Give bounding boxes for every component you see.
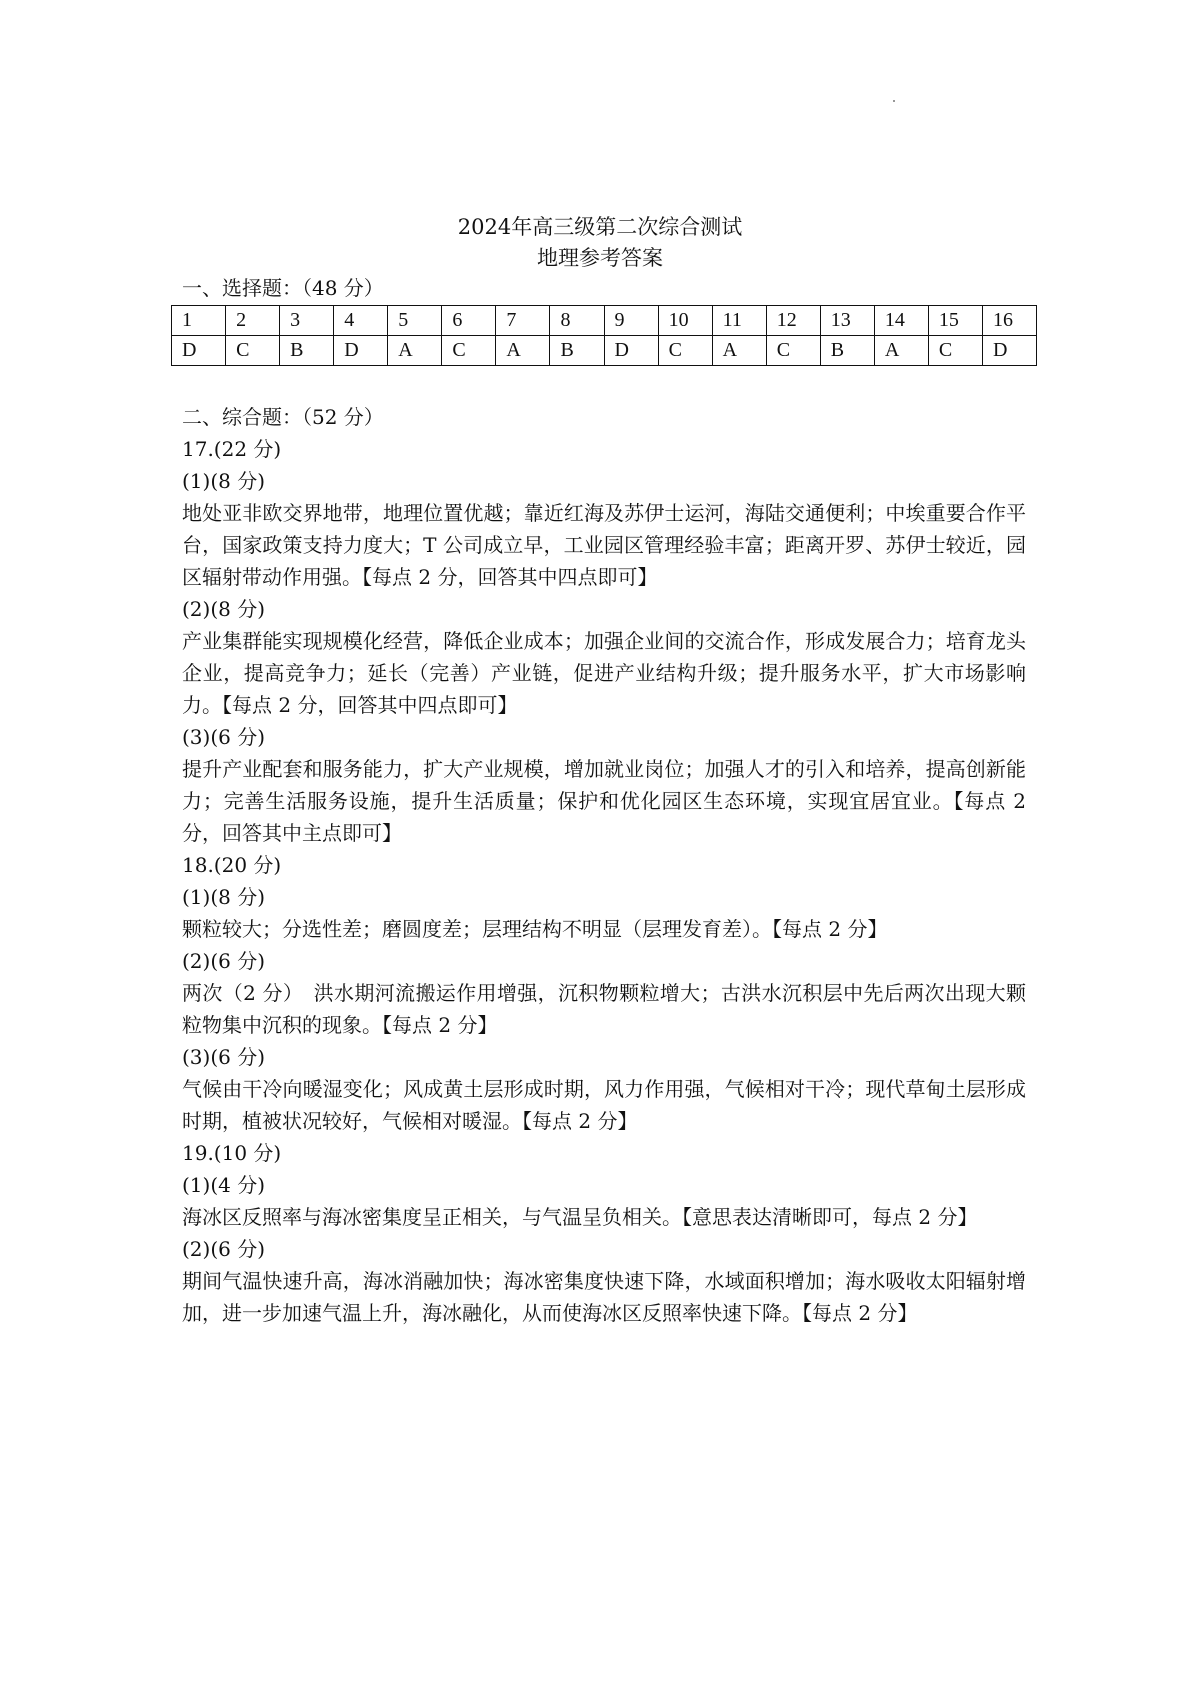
scan-dot — [893, 100, 895, 102]
answer-cell: C — [442, 336, 496, 366]
question-number-cell: 1 — [172, 306, 226, 336]
q18-label: 18.(20 分) — [182, 853, 282, 877]
section-2-heading: 二、综合题：（52 分） — [182, 405, 384, 429]
page-subtitle: 地理参考答案 — [537, 246, 663, 270]
section-1-heading: 一、选择题：（48 分） — [182, 276, 384, 300]
question-number-cell: 16 — [982, 306, 1036, 336]
question-number-cell: 13 — [820, 306, 874, 336]
answer-cell: D — [334, 336, 388, 366]
answer-cell: D — [172, 336, 226, 366]
answer-cell: C — [928, 336, 982, 366]
question-number-cell: 2 — [226, 306, 280, 336]
q17-part1-answer: 地处亚非欧交界地带，地理位置优越；靠近红海及苏伊士运河，海陆交通便利；中埃重要合作平台，国家政策支持力度大；T 公司成立早，工业园区管理经验丰富；距离开罗、苏伊士较近，园区辐射带动作用强。【每点 2 分，回答其中四点即可】 — [182, 501, 1026, 589]
answer-row — [172, 336, 1037, 366]
q19-part2-label: (2)(6 分) — [182, 1237, 266, 1261]
answer-cell: B — [550, 336, 604, 366]
q18-part2-answer: 两次（2 分） 洪水期河流搬运作用增强，沉积物颗粒增大；古洪水沉积层中先后两次出现大颗粒物集中沉积的现象。【每点 2 分】 — [182, 981, 1026, 1037]
q18-part1-answer: 颗粒较大；分选性差；磨圆度差；层理结构不明显（层理发育差）。【每点 2 分】 — [182, 917, 888, 941]
answer-cell: D — [982, 336, 1036, 366]
question-number-cell: 5 — [388, 306, 442, 336]
q18-part2-label: (2)(6 分) — [182, 949, 266, 973]
question-number-row — [172, 306, 1037, 336]
q18-part3-label: (3)(6 分) — [182, 1045, 266, 1069]
answer-cell: A — [496, 336, 550, 366]
answer-cell: A — [388, 336, 442, 366]
question-number-cell: 8 — [550, 306, 604, 336]
q17-label: 17.(22 分) — [182, 437, 282, 461]
answer-cell: B — [820, 336, 874, 366]
answer-cell: A — [874, 336, 928, 366]
question-number-cell: 12 — [766, 306, 820, 336]
q19-part1-answer: 海冰区反照率与海冰密集度呈正相关，与气温呈负相关。【意思表达清晰即可，每点 2 分】 — [182, 1205, 978, 1229]
q19-part1-label: (1)(4 分) — [182, 1173, 266, 1197]
answer-table — [171, 305, 1037, 366]
q19-label: 19.(10 分) — [182, 1141, 282, 1165]
q17-part2-label: (2)(8 分) — [182, 597, 266, 621]
question-number-cell: 9 — [604, 306, 658, 336]
section-2 — [182, 401, 1026, 1329]
question-number-cell: 14 — [874, 306, 928, 336]
q17-part1-label: (1)(8 分) — [182, 469, 266, 493]
question-number-cell: 15 — [928, 306, 982, 336]
question-number-cell: 10 — [658, 306, 712, 336]
answer-cell: A — [712, 336, 766, 366]
q17-part3-answer: 提升产业配套和服务能力，扩大产业规模，增加就业岗位；加强人才的引入和培养，提高创新能力；完善生活服务设施，提升生活质量；保护和优化园区生态环境，实现宜居宜业。【每点 2 分，回答其中主点即可】 — [182, 757, 1026, 845]
answer-cell: C — [766, 336, 820, 366]
q18-part1-label: (1)(8 分) — [182, 885, 266, 909]
question-number-cell: 4 — [334, 306, 388, 336]
q17-part2-answer: 产业集群能实现规模化经营，降低企业成本；加强企业间的交流合作，形成发展合力；培育龙头企业，提高竞争力；延长（完善）产业链，促进产业结构升级；提升服务水平，扩大市场影响力。【每点 2 分，回答其中四点即可】 — [182, 629, 1026, 717]
question-number-cell: 6 — [442, 306, 496, 336]
question-number-cell: 7 — [496, 306, 550, 336]
q19-part2-answer: 期间气温快速升高，海冰消融加快；海冰密集度快速下降，水域面积增加；海水吸收太阳辐射增加，进一步加速气温上升，海冰融化，从而使海冰区反照率快速下降。【每点 2 分】 — [182, 1269, 1026, 1325]
q17-part3-label: (3)(6 分) — [182, 725, 266, 749]
answer-cell: B — [280, 336, 334, 366]
page-title: 2024年高三级第二次综合测试 — [457, 215, 743, 239]
answer-cell: C — [226, 336, 280, 366]
question-number-cell: 3 — [280, 306, 334, 336]
answer-cell: C — [658, 336, 712, 366]
answer-cell: D — [604, 336, 658, 366]
q18-part3-answer: 气候由干冷向暖湿变化；风成黄土层形成时期，风力作用强，气候相对干冷；现代草甸土层形成时期，植被状况较好，气候相对暖湿。【每点 2 分】 — [182, 1077, 1026, 1133]
question-number-cell: 11 — [712, 306, 766, 336]
